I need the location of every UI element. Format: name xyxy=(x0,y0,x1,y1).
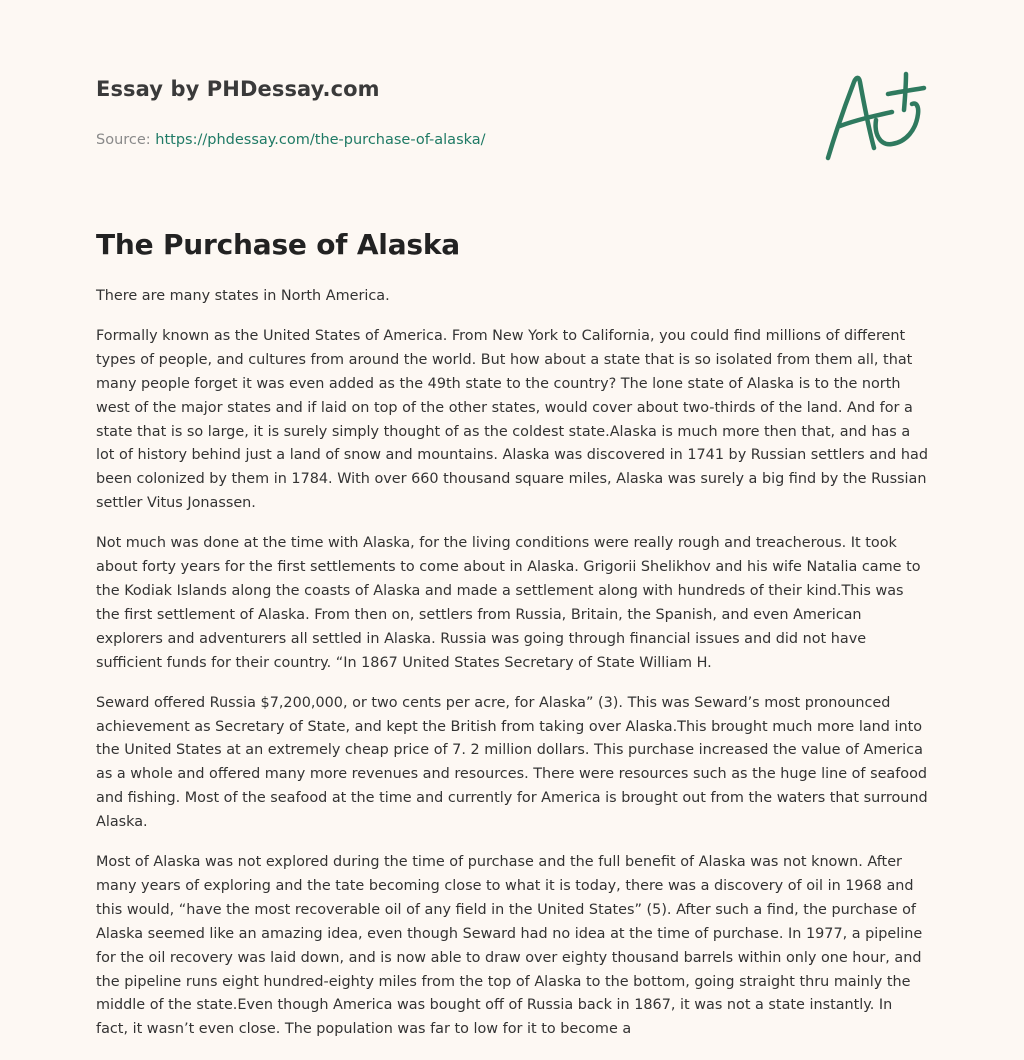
essay-paragraph: Most of Alaska was not explored during the time of purchase and the full benefit of Alaska was not known. After many years of exploring and the tate becoming close to what it is today, there was a discovery of oil in 1968 and this would, “have the most recoverable oil of any field in the United States” (5). After such a find, the purchase of Alaska seemed like an amazing idea, even though Seward had no idea at the time of purchase. In 1977, a pipeline for the oil recovery was laid down, and is now able to draw over eighty thousand barrels within only one hour, and the pipeline runs eight hundred-eighty miles from the top of Alaska to the bottom, going straight thru mainly the middle of the state.Even though America was bought off of Russia back in 1867, it was not a state instantly. In fact, it wasn’t even close. The population was far to low for it to become a xyxy=(96,854,923,1038)
essay-body xyxy=(96,285,928,1058)
a-plus-grade-icon xyxy=(822,68,930,164)
essay-paragraph: Not much was done at the time with Alaska, for the living conditions were really rough and treacherous. It took about forty years for the first settlements to come about in Alaska. Grigorii Shelikhov and his wife Natalia came to the Kodiak Islands along the coasts of Alaska and made a settlement along with hundreds of their kind.This was the first settlement of Alaska. From then on, settlers from Russia, Britain, the Spanish, and even American explorers and adventurers all settled in Alaska. Russia was going through financial issues and did not have sufficient funds for their country. “In 1867 United States Secretary of State William H. xyxy=(96,535,921,671)
essay-paragraph: There are many states in North America. xyxy=(96,288,390,304)
essay-paragraph: Seward offered Russia $7,200,000, or two cents per acre, for Alaska” (3). This was Seward’s most pronounced achievement as Secretary of State, and kept the British from taking over Alaska.This brought much more land into the United States at an extremely cheap price of 7. 2 million dollars. This purchase increased the value of America as a whole and offered many more revenues and resources. There were resources such as the huge line of seafood and fishing. Most of the seafood at the time and currently for America is brought out from the waters that surround Alaska. xyxy=(96,694,928,831)
source-line xyxy=(96,130,696,150)
essay-paragraph: Formally known as the United States of America. From New York to California, you could find millions of different types of people, and cultures from around the world. But how about a state that is so isolated from them all, that many people forget it was even added as the 49th state to the country? The lone state of Alaska is to the north west of the major states and if laid on top of the other states, would cover about two-thirds of the land. And for a state that is so large, it is surely simply thought of as the coldest state.Alaska is much more then that, and has a lot of history behind just a land of snow and mountains. Alaska was discovered in 1741 by Russian settlers and had been colonized by them in 1784. With over 660 thousand square miles, Alaska was surely a big find by the Russian settler Vitus Jonassen. xyxy=(96,327,928,512)
page-header xyxy=(96,74,696,150)
source-link[interactable]: https://phdessay.com/the-purchase-of-alaska/ xyxy=(155,132,486,148)
essay-title: The Purchase of Alaska xyxy=(96,228,460,261)
source-label: Source: xyxy=(96,132,156,148)
site-brand: Essay by PHDessay.com xyxy=(96,77,380,101)
